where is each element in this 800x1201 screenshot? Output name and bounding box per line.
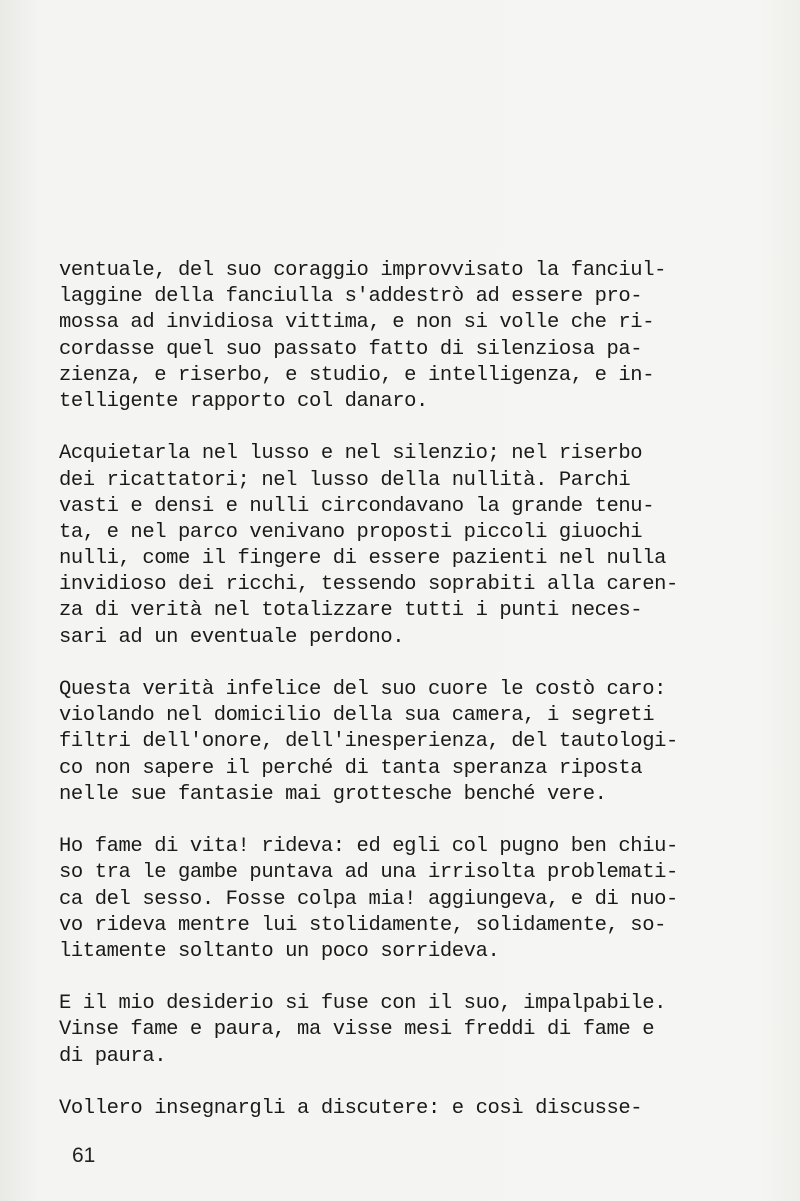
text-line: ta, e nel parco venivano proposti piccoli giuochi bbox=[59, 520, 643, 544]
page-number: 61 bbox=[72, 1144, 96, 1167]
paragraph-gap bbox=[59, 965, 759, 991]
text-line: Questa verità infelice del suo cuore le costò caro: bbox=[59, 678, 667, 701]
body-text bbox=[59, 258, 759, 1122]
text-line: ca del sesso. Fosse colpa mia! aggiungeva, e di nuo- bbox=[59, 887, 678, 911]
text-line: cordasse quel suo passato fatto di silenziosa pa- bbox=[59, 337, 643, 361]
text-line: Acquietarla nel lusso e nel silenzio; nel riserbo bbox=[59, 442, 643, 466]
text-line: zienza, e riserbo, e studio, e intelligenza, e in- bbox=[59, 363, 655, 387]
text-line: nelle sue fantasie mai grottesche benché vere. bbox=[59, 782, 607, 806]
text-line: vasti e densi e nulli circondavano la grande tenu- bbox=[59, 494, 655, 518]
paragraph bbox=[59, 1096, 759, 1122]
text-line: litamente soltanto un poco sorrideva. bbox=[59, 939, 500, 963]
text-line: di paura. bbox=[59, 1044, 167, 1068]
text-line: nulli, come il fingere di essere pazienti nel nulla bbox=[59, 547, 667, 571]
paragraph bbox=[59, 991, 759, 1070]
paragraph bbox=[59, 677, 759, 808]
paragraph-gap bbox=[59, 651, 759, 677]
text-line: violando nel domicilio della sua camera, i segreti bbox=[59, 704, 655, 728]
text-line: sari ad un eventuale perdono. bbox=[59, 625, 405, 649]
text-line: telligente rapporto col danaro. bbox=[59, 389, 428, 413]
text-line: filtri dell'onore, dell'inesperienza, del tautologi- bbox=[59, 730, 678, 754]
paragraph-gap bbox=[59, 808, 759, 834]
paragraph-gap bbox=[59, 1070, 759, 1096]
paragraph bbox=[59, 441, 759, 651]
text-line: Ho fame di vita! rideva: ed egli col pugno ben chiu- bbox=[59, 835, 678, 859]
text-line: co non sapere il perché di tanta speranza riposta bbox=[59, 756, 643, 780]
text-line: za di verità nel totalizzare tutti i punti neces- bbox=[59, 599, 643, 623]
text-line: vo rideva mentre lui stolidamente, solidamente, so- bbox=[59, 913, 667, 937]
text-line: invidioso dei ricchi, tessendo soprabiti alla caren- bbox=[59, 573, 678, 597]
paragraph bbox=[59, 258, 759, 415]
text-line: E il mio desiderio si fuse con il suo, impalpabile. bbox=[59, 992, 667, 1016]
paragraph-gap bbox=[59, 415, 759, 441]
text-line: Vinse fame e paura, ma visse mesi freddi di fame e bbox=[59, 1018, 655, 1042]
text-line: so tra le gambe puntava ad una irrisolta problemati- bbox=[59, 861, 678, 885]
text-line: dei ricattatori; nel lusso della nullità. Parchi bbox=[59, 468, 631, 492]
text-line: mossa ad invidiosa vittima, e non si volle che ri- bbox=[59, 311, 655, 335]
text-line: Vollero insegnargli a discutere: e così discusse- bbox=[59, 1097, 643, 1120]
text-line: ventuale, del suo coraggio improvvisato la fanciul- bbox=[59, 259, 667, 282]
paragraph bbox=[59, 834, 759, 965]
text-line: laggine della fanciulla s'addestrò ad essere pro- bbox=[59, 285, 643, 309]
